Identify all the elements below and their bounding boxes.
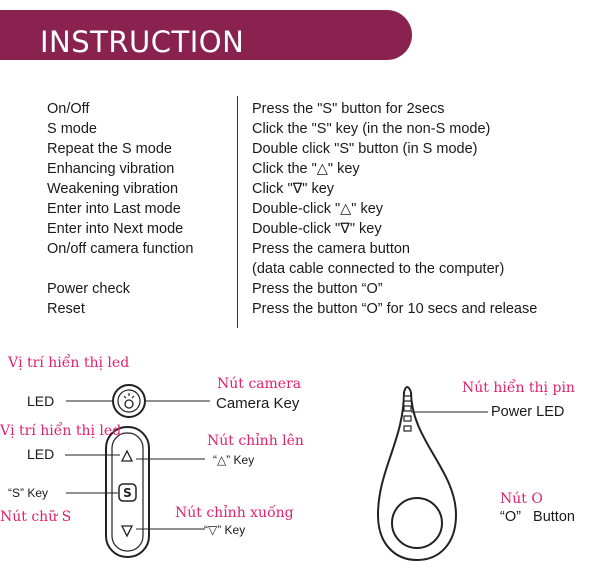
action-camera: Press the camera button	[252, 241, 410, 257]
action-camera-note: (data cable connected to the computer)	[252, 261, 505, 277]
s-key-label-vn: Nút chữ S	[0, 509, 72, 525]
action-power-check: Press the button “O”	[252, 281, 383, 297]
action-enhance: Click the "△" key	[252, 161, 360, 177]
action-on-off: Press the "S" button for 2secs	[252, 101, 445, 117]
command-next-mode: Enter into Next mode	[47, 221, 184, 237]
command-last-mode: Enter into Last mode	[47, 201, 181, 217]
power-led-label-en: Power LED	[491, 404, 565, 420]
o-button-label-en: “O” Button	[500, 509, 575, 525]
svg-text:S: S	[123, 486, 132, 500]
action-last-mode: Double-click "△" key	[252, 201, 384, 217]
command-repeat-s: Repeat the S mode	[47, 141, 172, 157]
camera-button	[113, 385, 145, 417]
led-position-label-2: Vị trí hiển thị led	[0, 423, 122, 439]
camera-label-en: Camera Key	[216, 395, 300, 412]
action-repeat-s: Double click "S" button (in S mode)	[252, 141, 478, 157]
camera-label-vn: Nút camera	[217, 376, 302, 392]
command-on-off: On/Off	[47, 101, 90, 117]
action-reset: Press the button “O” for 10 secs and release	[252, 301, 538, 317]
down-label-en: “▽” Key	[204, 523, 246, 537]
command-camera: On/off camera function	[47, 241, 194, 257]
down-label-vn: Nút chỉnh xuống	[175, 505, 294, 521]
o-button-label-vn: Nút O	[500, 491, 543, 507]
s-key-label-en: “S” Key	[8, 486, 49, 500]
egg-device	[378, 387, 456, 560]
action-next-mode: Double-click "∇" key	[252, 221, 382, 237]
action-weaken: Click "∇" key	[252, 181, 335, 197]
action-s-mode: Click the "S" key (in the non-S mode)	[252, 121, 491, 137]
command-s-mode: S mode	[47, 121, 97, 137]
command-weaken: Weakening vibration	[47, 181, 179, 197]
command-power-check: Power check	[47, 281, 131, 297]
up-label-vn: Nút chỉnh lên	[207, 433, 304, 449]
led-position-label-1: Vị trí hiển thị led	[8, 355, 130, 371]
page-title: INSTRUCTION	[40, 25, 245, 59]
command-enhance: Enhancing vibration	[47, 161, 175, 177]
led-label-2: LED	[27, 446, 55, 462]
command-reset: Reset	[47, 301, 85, 317]
up-label-en: “△” Key	[213, 453, 255, 467]
battery-label-vn: Nút hiển thị pin	[462, 380, 575, 396]
led-label-1: LED	[27, 393, 55, 409]
